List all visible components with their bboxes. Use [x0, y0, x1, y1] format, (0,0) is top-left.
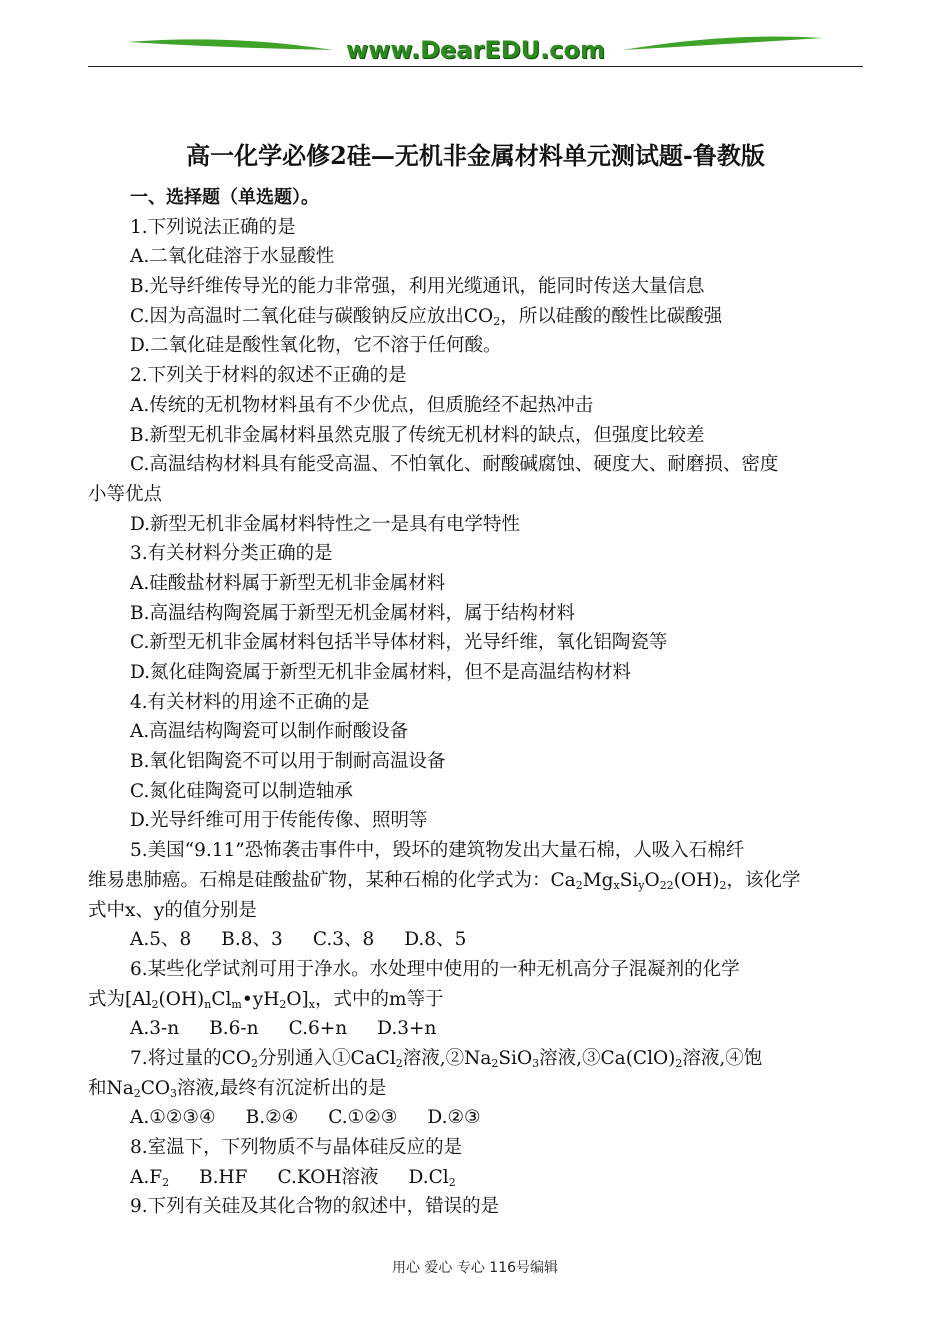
- q8-options: [88, 1163, 868, 1193]
- q6-stem-line1: 6.某些化学试剂可用于净水。水处理中使用的一种无机高分子混凝剂的化学: [130, 958, 740, 980]
- q2-option-c-line1: C.高温结构材料具有能受高温、不怕氧化、耐酸碱腐蚀、硬度大、耐磨损、密度: [130, 454, 779, 476]
- q5-stem-line1: 5.美国“9.11”恐怖袭击事件中，毁坏的建筑物发出大量石棉，人吸入石棉纤: [130, 840, 745, 862]
- q8-option-a: $A.F_2$: [130, 1166, 170, 1189]
- q7-option-d: D.②③: [427, 1107, 481, 1129]
- q7-options: [88, 1103, 868, 1133]
- q5-stem-line2: 维易患肺癌。石棉是硅酸盐矿物，某种石棉的化学式为：$Ca_2Mg_xSi_yO_{22}(OH)_2$，该化学: [88, 869, 801, 892]
- q3-option-b: B.高温结构陶瓷属于新型无机金属材料，属于结构材料: [130, 602, 575, 624]
- section-heading: 一、选择题（单选题）。: [130, 187, 319, 208]
- q5-option-c: C.3、8: [312, 929, 375, 951]
- q4-option-d: D.光导纤维可用于传能传像、照明等: [130, 810, 428, 832]
- header-divider: [88, 66, 863, 67]
- q8-option-b: B.HF: [199, 1166, 248, 1188]
- q1-stem: 1.下列说法正确的是: [130, 216, 296, 238]
- site-header-banner: [88, 28, 863, 76]
- page-title: 高一化学必修2硅—无机非金属材料单元测试题-鲁教版: [186, 141, 765, 170]
- document-body: [88, 183, 868, 1222]
- q9-stem: 9.下列有关硅及其化合物的叙述中，错误的是: [130, 1196, 500, 1218]
- q3-stem: 3.有关材料分类正确的是: [130, 543, 333, 565]
- q2-option-c-line2: 小等优点: [88, 483, 163, 505]
- q7-option-a: A.①②③④: [130, 1107, 216, 1129]
- q7-stem-line2: 和$Na_2CO_3$溶液,最终有沉淀析出的是: [88, 1077, 387, 1100]
- q6-options: [88, 1014, 868, 1044]
- q8-option-c: C.KOH溶液: [277, 1166, 379, 1188]
- q2-option-a: A.传统的无机物材料虽有不少优点，但质脆经不起热冲击: [130, 394, 594, 416]
- q1-option-c: C.因为高温时二氧化硅与碳酸钠反应放出$CO_2$，所以硅酸的酸性比碳酸强: [130, 305, 723, 328]
- q5-options: [88, 925, 868, 955]
- q6-option-a: A.3-n: [130, 1018, 180, 1040]
- q3-option-a: A.硅酸盐材料属于新型无机非金属材料: [130, 572, 446, 594]
- q1-option-d: D.二氧化硅是酸性氧化物，它不溶于任何酸。: [130, 335, 502, 357]
- q5-option-d: D.8、5: [404, 929, 467, 951]
- q8-option-d: $D.Cl_2$: [408, 1166, 456, 1189]
- q7-stem-line1: 7.将过量的$CO_2$分别通入①CaCl$_2$溶液$,②Na_2SiO_3$溶液$,③Ca(ClO)_2$溶液,④饱: [130, 1047, 763, 1070]
- q7-option-c: C.①②③: [328, 1107, 398, 1129]
- q5-option-b: B.8、3: [221, 929, 283, 951]
- q6-option-d: D.3+n: [377, 1018, 437, 1040]
- q8-stem: 8.室温下，下列物质不与晶体硅反应的是: [130, 1137, 463, 1158]
- q5-stem-line3: 式中x、y的值分别是: [88, 899, 257, 921]
- q1-option-b: B.光导纤维传导光的能力非常强，利用光缆通讯，能同时传送大量信息: [130, 276, 705, 298]
- q4-option-b: B.氧化铝陶瓷不可以用于制耐高温设备: [130, 751, 446, 773]
- q6-option-c: C.6+n: [288, 1018, 348, 1040]
- q7-option-b: B.②④: [245, 1107, 299, 1129]
- q3-option-c: C.新型无机非金属材料包括半导体材料，光导纤维，氧化铝陶瓷等: [130, 632, 668, 654]
- q1-option-a: A.二氧化硅溶于水显酸性: [130, 246, 335, 268]
- q3-option-d: D.氮化硅陶瓷属于新型无机非金属材料，但不是高温结构材料: [130, 662, 632, 683]
- q6-option-b: B.6-n: [209, 1018, 259, 1040]
- q5-option-a: A.5、8: [130, 929, 192, 951]
- q2-option-b: B.新型无机非金属材料虽然克服了传统无机材料的缺点，但强度比较差: [130, 424, 705, 446]
- site-logo-text: www.DearEDU.com: [346, 36, 605, 64]
- q4-option-a: A.高温结构陶瓷可以制作耐酸设备: [130, 721, 409, 743]
- q4-stem: 4.有关材料的用途不正确的是: [130, 691, 370, 713]
- page-footer: 用心 爱心 专心 116号编辑: [391, 1260, 559, 1276]
- q6-stem-line2: 式为$[Al_2(OH)_nCl_m•yH_2O]_x$，式中的m等于: [88, 988, 444, 1011]
- q2-option-d: D.新型无机非金属材料特性之一是具有电学特性: [130, 513, 521, 535]
- q4-option-c: C.氮化硅陶瓷可以制造轴承: [130, 780, 353, 802]
- q2-stem: 2.下列关于材料的叙述不正确的是: [130, 365, 407, 387]
